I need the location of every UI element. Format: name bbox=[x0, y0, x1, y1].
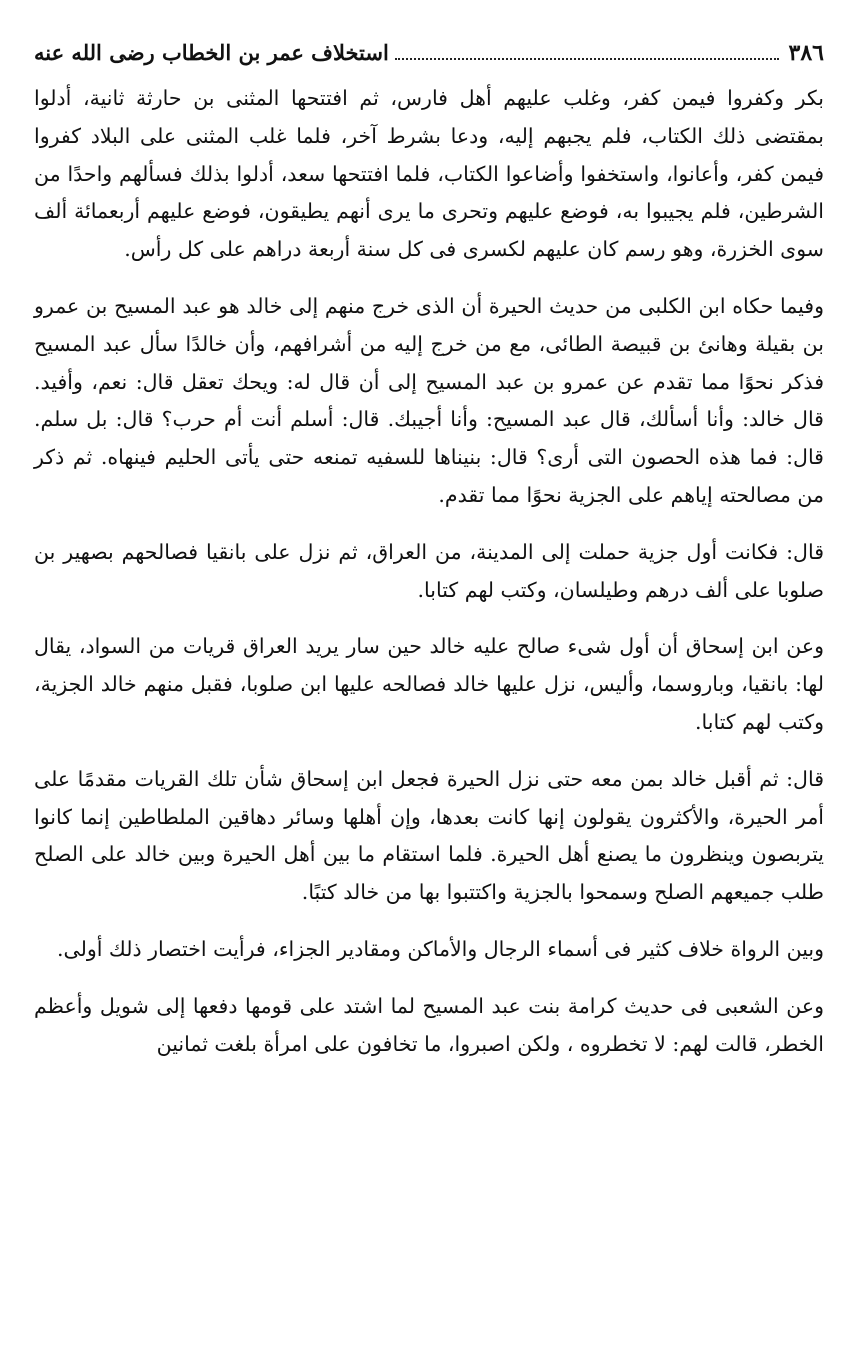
paragraph-4: وعن ابن إسحاق أن أول شىء صالح عليه خالد حين سار يريد العراق قريات من السواد، يقال لها: بانقيا، وباروسما، وأليس، نزل عليها خالد فصالحه عليها ابن صلوبا، فقبل منهم خالد الجزية، وكتب لهم كتابا. bbox=[34, 634, 824, 734]
paragraph-1: بكر وكفروا فيمن كفر، وغلب عليهم أهل فارس، ثم افتتحها المثنى بن حارثة ثانية، أدلوا بمقتضى ذلك الكتاب، فلم يجبهم إليه، ودعا بشرط آخر، فلما غلب المثنى على البلاد كفروا فيمن كفر، وأعانوا، واستخفوا وأضاعوا الكتاب، فلما افتتحها سعد، أدلوا بذلك فسألهم واحدًا من الشرطين، فلم يجيبوا به، فوضع عليهم وتحرى ما يرى أنهم يطيقون، فوضع عليهم أربعمائة ألف سوى الخزرة، وهو رسم كان عليهم لكسرى فى كل سنة أربعة دراهم على كل رأس. bbox=[34, 86, 824, 262]
paragraph-6: وبين الرواة خلاف كثير فى أسماء الرجال والأماكن ومقادير الجزاء، فرأيت اختصار ذلك أولى. bbox=[56, 936, 824, 961]
paragraph-spacer bbox=[34, 912, 824, 931]
paragraph-2: وفيما حكاه ابن الكلبى من حديث الحيرة أن الذى خرج منهم إلى خالد هو عبد المسيح بن عمرو بن بقيلة وهانئ بن قبيصة الطائى، مع من خرج إليه من أشرافهم، وأن خالدًا سأل عبد المسيح فذكر نحوًا مما تقدم عن عمرو بن عبد المسيح إلى أن قال له: ويحك تعقل قال: نعم، وأفيد. قال خالد: وأنا أسألك، قال عبد المسيح: وأنا أجيبك. قال: أسلم أنت أم حرب؟ قال: بل سلم. قال: فما هذه الحصون التى أرى؟ قال: بنيناها للسفيه تمنعه حتى يأتى الحليم فينهاه. ثم ذكر من مصالحته إياهم على الجزية نحوًا مما تقدم. bbox=[34, 293, 824, 507]
paragraph-spacer bbox=[34, 742, 824, 761]
paragraph-5: قال: ثم أقبل خالد بمن معه حتى نزل الحيرة فجعل ابن إسحاق شأن تلك القريات مقدمًا على أمر الحيرة، والأكثرون يقولون إنها كانت بعدها، وإن أهلها وسائر دهاقين الملطاطين إنما كانوا يتربصون وينظرون ما يصنع أهل الحيرة. فلما استقام ما بين أهل الحيرة وبين خالد على الصلح طلب جميعهم الصلح وسمحوا بالجزية واكتتبوا بها من خالد كتبًا. bbox=[34, 766, 824, 905]
page-number: ٣٨٦ bbox=[788, 40, 824, 66]
page-header bbox=[34, 40, 824, 80]
book-page bbox=[34, 40, 824, 1063]
paragraph-7: وعن الشعبى فى حديث كرامة بنت عبد المسيح لما اشتد على قومها دفعها إلى شويل وأعظم الخطر، قالت لهم: لا تخطروه ، ولكن اصبروا، ما تخافون على امرأة بلغت ثمانين bbox=[34, 993, 824, 1056]
paragraph-spacer bbox=[34, 515, 824, 534]
paragraph-spacer bbox=[34, 269, 824, 288]
header-dot-leader bbox=[395, 57, 779, 60]
paragraph-3: قال: فكانت أول جزية حملت إلى المدينة، من العراق، ثم نزل على بانقيا فصالحهم بصهير بن صلوبا على ألف درهم وطيلسان، وكتب لهم كتابا. bbox=[34, 539, 824, 602]
running-title: استخلاف عمر بن الخطاب رضى الله عنه bbox=[34, 40, 389, 65]
paragraph-spacer bbox=[34, 969, 824, 988]
paragraph-spacer bbox=[34, 609, 824, 628]
